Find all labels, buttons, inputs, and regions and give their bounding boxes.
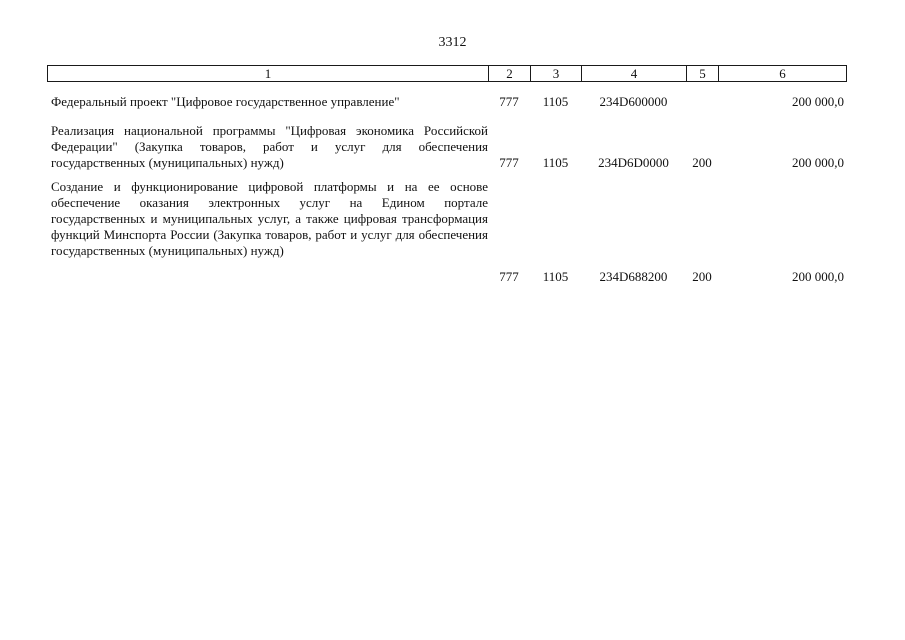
page-number: 3312 [438, 35, 467, 50]
row-ministry-code: 777 [499, 155, 519, 170]
row-expense-type: 200 [692, 155, 712, 170]
row-section-code: 1105 [542, 269, 569, 284]
header-col-3: 3 [531, 66, 582, 81]
row-description: Федеральный проект "Цифровое государственное управление" [51, 94, 400, 109]
row-target-code: 234D600000 [599, 94, 668, 109]
table-row [47, 94, 847, 110]
row-ministry-code: 777 [499, 269, 519, 284]
row-amount: 200 000,0 [792, 94, 844, 109]
row-section-code: 1105 [542, 94, 569, 109]
row-ministry-code: 777 [499, 94, 519, 109]
row-amount: 200 000,0 [792, 155, 844, 170]
table-row [47, 179, 847, 285]
table-row [47, 123, 847, 171]
row-amount: 200 000,0 [792, 269, 844, 284]
row-description: Реализация национальной программы "Цифровая экономика Российской Федерации" (Закупка товаров, работ и услуг для обеспечения государственных (муниципальных) нужд) [51, 123, 488, 170]
header-col-2: 2 [489, 66, 531, 81]
table-header [47, 65, 847, 82]
row-target-code: 234D688200 [599, 269, 668, 284]
row-target-code: 234D6D0000 [598, 155, 669, 170]
header-col-4: 4 [582, 66, 687, 81]
row-expense-type: 200 [692, 269, 712, 284]
row-section-code: 1105 [542, 155, 569, 170]
header-col-1: 1 [48, 66, 489, 81]
header-col-5: 5 [687, 66, 719, 81]
header-col-6: 6 [779, 66, 786, 81]
row-description: Создание и функционирование цифровой платформы и на ее основе обеспечение оказания электронных услуг на Едином портале государственных и муниципальных услуг, а также цифровая трансформация функций Минспорта России (Закупка товаров, работ и услуг для обеспечения государственных (муниципальных) нужд) [51, 179, 488, 258]
